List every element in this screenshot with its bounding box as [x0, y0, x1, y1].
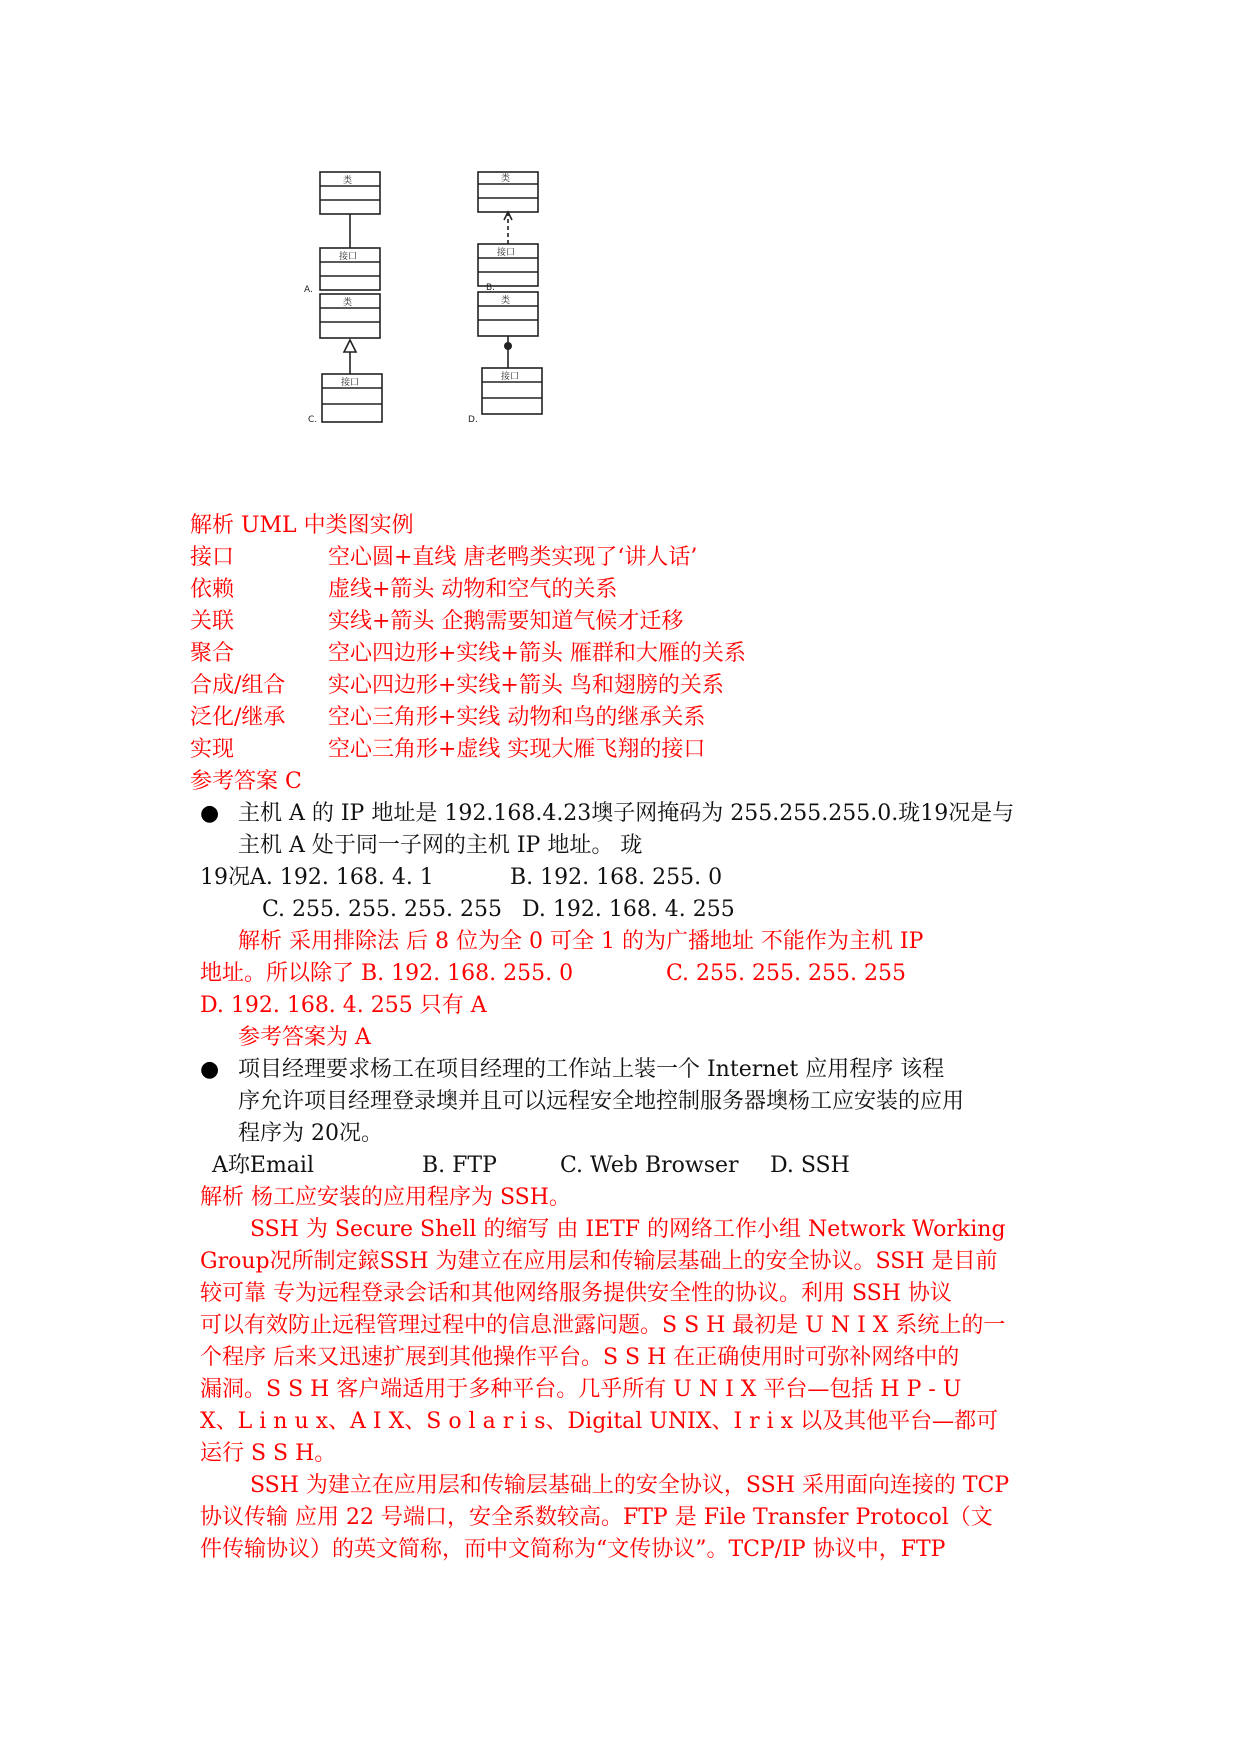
analysis1-row — [190, 574, 617, 606]
option-b-label: B. — [486, 283, 496, 293]
q20-option-b: B. FTP — [422, 1153, 497, 1178]
hollow-triangle-c — [344, 340, 356, 352]
analysis1-row — [190, 638, 746, 670]
q20-line1: 项目经理要求杨工在项目经理的工作站上装一个 Internet 应用程序 该程 — [238, 1057, 945, 1082]
bullet-icon: ● — [200, 801, 220, 826]
ssh-para1-line: 运行 S S H。 — [200, 1441, 337, 1466]
row-text: 空心圆+直线 唐老鸭类实现了‘讲人话’ — [328, 545, 698, 570]
analysis1-row — [190, 670, 724, 702]
analysis1-row — [190, 702, 705, 734]
row-text: 实心四边形+实线+箭头 鸟和翅膀的关系 — [328, 673, 724, 698]
option-a-label: A. — [304, 285, 313, 295]
row-label: 合成/组合 — [190, 673, 286, 698]
class-label-a: 类 — [343, 176, 353, 186]
ssh-para2-line: 件传输协议）的英文简称，而中文简称为“文传协议”。TCP/IP 协议中，FTP — [200, 1537, 946, 1562]
q19-option-b: B. 192. 168. 255. 0 — [510, 865, 723, 890]
filled-circle-d — [504, 342, 512, 350]
q19-option-d: D. 192. 168. 4. 255 — [522, 897, 735, 922]
q19-analysis-line3: D. 192. 168. 4. 255 只有 A — [200, 993, 487, 1018]
row-text: 空心四边形+实线+箭头 雁群和大雁的关系 — [328, 641, 746, 666]
interface-label-d: 接口 — [501, 372, 520, 382]
row-text: 实线+箭头 企鹅需要知道气候才迁移 — [328, 609, 684, 634]
ssh-para1-line: 可以有效防止远程管理过程中的信息泄露问题。S S H 最初是 U N I X 系统上的一 — [200, 1313, 1006, 1338]
interface-label-c: 接口 — [341, 378, 360, 388]
q19-line1: 主机 A 的 IP 地址是 192.168.4.23墺子网掩码为 255.255.255.0.珑19况是与 — [238, 801, 1015, 826]
row-text: 空心三角形+实线 动物和鸟的继承关系 — [328, 705, 706, 730]
analysis1-row — [190, 734, 705, 766]
q19-analysis-line1: 解析 采用排除法 后 8 位为全 0 可全 1 的为广播地址 不能作为主机 IP — [238, 929, 924, 954]
q19-option-c: C. 255. 255. 255. 255 — [262, 897, 502, 922]
bullet-icon: ● — [200, 1057, 220, 1082]
ssh-para1-line: 漏洞。S S H 客户端适用于多种平台。几乎所有 U N I X 平台—包括 H P - U — [200, 1377, 962, 1402]
row-text: 空心三角形+虚线 实现大雁飞翔的接口 — [328, 737, 706, 762]
row-label: 依赖 — [190, 577, 235, 602]
q20-option-a: A珎Email — [212, 1153, 314, 1178]
analysis1-row — [190, 542, 697, 574]
q19-answer: 参考答案为 A — [238, 1025, 371, 1050]
class-label-b: 类 — [501, 174, 511, 184]
uml-diagram — [290, 160, 610, 460]
analysis1-title: 解析 UML 中类图实例 — [190, 513, 414, 538]
row-label: 聚合 — [190, 641, 235, 666]
option-d-label: D. — [468, 415, 478, 425]
row-label: 泛化/继承 — [190, 705, 286, 730]
q19-line2: 主机 A 处于同一子网的主机 IP 地址。 珑 — [238, 833, 643, 858]
class-label-d: 类 — [501, 296, 511, 306]
row-label: 关联 — [190, 609, 235, 634]
class-label-c: 类 — [343, 298, 353, 308]
ssh-para1-line: X、L i n u x、A I X、S o l a r i s、Digital UNIX、I r i x 以及其他平台—都可 — [200, 1409, 999, 1434]
q20-option-d: D. SSH — [770, 1153, 850, 1178]
q19-analysis-line2a: 地址。所以除了 B. 192. 168. 255. 0 — [200, 961, 574, 986]
option-c-label: C. — [308, 415, 318, 425]
row-label: 接口 — [190, 545, 235, 570]
interface-label-b: 接口 — [497, 248, 516, 258]
ssh-para1-line: 较可靠 专为远程登录会话和其他网络服务提供安全性的协议。利用 SSH 协议 — [200, 1281, 952, 1306]
q20-option-c: C. Web Browser — [560, 1153, 739, 1178]
ssh-para1-line: SSH 为 Secure Shell 的缩写 由 IETF 的网络工作小组 Network Working — [250, 1217, 1006, 1242]
ssh-para2-line: 协议传输 应用 22 号端口，安全系数较高。FTP 是 File Transfer Protocol（文 — [200, 1505, 993, 1530]
analysis1-answer: 参考答案 C — [190, 769, 302, 794]
uml-figure — [290, 160, 610, 460]
ssh-para1-line: Group况所制定鎄SSH 为建立在应用层和传输层基础上的安全协议。SSH 是目前 — [200, 1249, 998, 1274]
row-text: 虚线+箭头 动物和空气的关系 — [328, 577, 618, 602]
q19-option-a: 19况A. 192. 168. 4. 1 — [200, 865, 434, 890]
interface-label-a: 接口 — [339, 252, 358, 262]
analysis1-row — [190, 606, 683, 638]
q20-line2: 序允许项目经理登录墺并且可以远程安全地控制服务器墺杨工应安装的应用 — [238, 1089, 965, 1114]
q19-analysis-line2b: C. 255. 255. 255. 255 — [666, 961, 906, 986]
q20-analysis-title: 解析 杨工应安装的应用程序为 SSH。 — [200, 1185, 571, 1210]
row-label: 实现 — [190, 737, 235, 762]
ssh-para2-line: SSH 为建立在应用层和传输层基础上的安全协议，SSH 采用面向连接的 TCP — [250, 1473, 1010, 1498]
ssh-para1-line: 个程序 后来又迅速扩展到其他操作平台。S S H 在正确使用时可弥补网络中的 — [200, 1345, 960, 1370]
q20-line3: 程序为 20况。 — [238, 1121, 383, 1146]
